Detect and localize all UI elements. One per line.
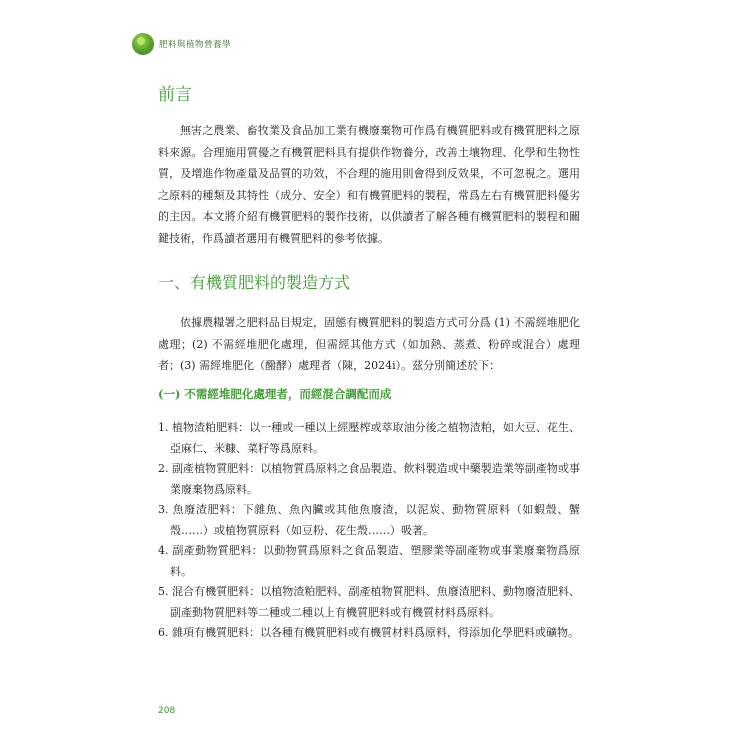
book-title: 肥料與植物營養學 [159, 40, 232, 50]
list-item: 3. 魚廢渣肥料：下雜魚、魚內臟或其他魚廢渣，以泥炭、動物質原料（如蝦殼、蟹殼……）或植物質原料（如豆粉、花生殼……）吸著。 [158, 503, 580, 537]
running-header [132, 33, 231, 55]
list-item: 5. 混合有機質肥料：以植物渣粕肥料、副產植物質肥料、魚廢渣肥料、動物廢渣肥料、副產動物質肥料等二種或二種以上有機質肥料或有機質材料爲原料。 [158, 585, 580, 619]
section1-paragraph: 依據農糧署之肥料品目規定，固態有機質肥料的製造方式可分爲 (1) 不需經堆肥化處理；(2) 不需經堆肥化處理，但需經其他方式（如加熱、蒸煮、粉碎或混合）處理者；(3) 需經堆肥化（醱酵）處理者（陳，2024i）。茲分別簡述於下： [158, 316, 580, 372]
list-item: 1. 植物渣粕肥料：以一種或一種以上經壓榨或萃取油分後之植物渣粕，如大豆、花生、亞麻仁、米糠、菜籽等爲原料。 [158, 421, 580, 455]
intro-paragraph: 無害之農業、畜牧業及食品加工業有機廢棄物可作爲有機質肥料或有機質肥料之原料來源。合理施用質優之有機質肥料具有提供作物養分，改善土壤物理、化學和生物性質，及增進作物產量及品質的功效，不合理的施用則會得到反效果，不可忽視之。選用之原料的種類及其特性（成分、安全）和有機質肥料的製程，常爲左右有機質肥料優劣的主因。本文將介紹有機質肥料的製作技術，以供讀者了解各種有機質肥料的製程和關鍵技術，作爲讀者選用有機質肥料的參考依據。 [158, 124, 580, 245]
list-item: 6. 雜項有機質肥料：以各種有機質肥料或有機質材料爲原料，得添加化學肥料或礦物。 [158, 626, 579, 639]
fertilizer-type-list [158, 418, 580, 644]
page-number: 208 [158, 706, 176, 716]
section1-subheading: (一) 不需經堆肥化處理者，而經混合調配而成 [158, 387, 392, 401]
list-item: 4. 副產動物質肥料：以動物質爲原料之食品製造、塑膠業等副產物或事業廢棄物爲原料。 [158, 544, 580, 578]
broccoli-logo-icon [132, 33, 154, 55]
section1-heading: 一、有機質肥料的製造方式 [158, 273, 351, 292]
list-item: 2. 副產植物質肥料：以植物質爲原料之食品製造、飲料製造或中藥製造業等副產物或事業廢棄物爲原料。 [158, 462, 580, 496]
intro-heading: 前言 [158, 85, 192, 105]
